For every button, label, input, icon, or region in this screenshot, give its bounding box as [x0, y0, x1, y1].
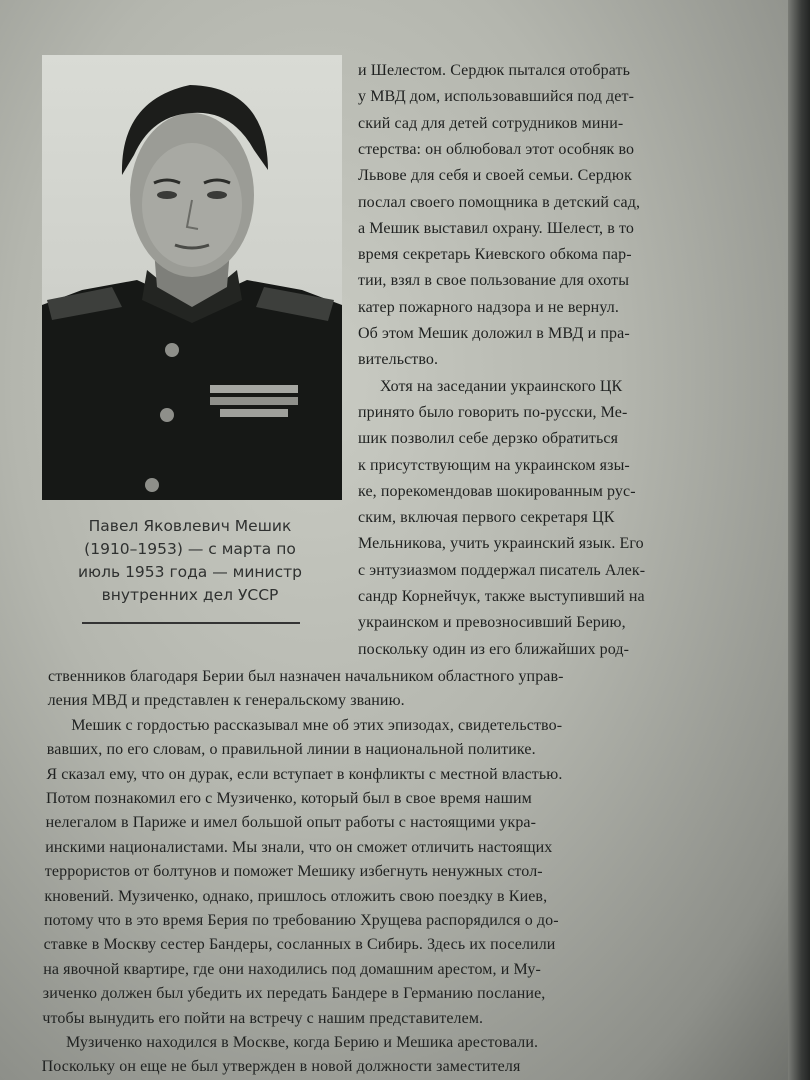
- text-line: ставке в Москву сестер Бандеры, сосланных в Сибирь. Здесь их поселили: [43, 936, 556, 954]
- text-line: ским, включая первого секретаря ЦК: [358, 509, 615, 527]
- text-line: украинском и превозносивший Берию,: [358, 614, 626, 632]
- text-line: с энтузиазмом поддержал писатель Алек-: [358, 561, 646, 579]
- text-line: вительство.: [358, 351, 439, 369]
- text-line: ский сад для детей сотрудников мини-: [358, 114, 624, 132]
- portrait-photo: [42, 55, 342, 500]
- text-line: Мельникова, учить украинский язык. Его: [358, 535, 644, 553]
- text-line: потому что в это время Берия по требованию Хрущева распорядился о до-: [44, 912, 559, 929]
- text-line: Мешик с гордостью рассказывал мне об этих эпизодах, свидетельство-: [71, 716, 563, 734]
- text-line: Поскольку он еще не был утвержден в новой должности заместителя: [41, 1058, 521, 1076]
- text-line: стерства: он облюбовал этот особняк во: [358, 140, 635, 158]
- text-line: Я сказал ему, что он дурак, если вступает в конфликты с местной властью.: [46, 765, 563, 783]
- text-line: Об этом Мешик доложил в МВД и пра-: [358, 325, 630, 342]
- text-line: Музиченко находился в Москве, когда Берию и Мешика арестовали.: [66, 1034, 539, 1051]
- caption-divider: [82, 622, 300, 624]
- text-line: катер пожарного надзора и не вернул.: [358, 298, 619, 316]
- text-line: принято было говорить по-русски, Ме-: [358, 403, 628, 421]
- text-line: у МВД дом, использовавшийся под дет-: [358, 88, 634, 106]
- text-line: зиченко должен был убедить их передать Бандере в Германию послание,: [42, 985, 546, 1003]
- text-line: сандр Корнейчук, также выступивший на: [358, 588, 645, 605]
- text-line: на явочной квартире, где они находились под домашним арестом, и Му-: [43, 960, 541, 978]
- text-line: террористов от болтунов и поможет Мешику избегнуть ненужных стол-: [44, 863, 543, 881]
- text-line: ственников благодаря Берии был назначен начальником областного управ-: [48, 668, 564, 685]
- photo-caption: [55, 515, 325, 607]
- text-line: поскольку один из его ближайших род-: [358, 640, 630, 658]
- text-line: и Шелестом. Сердюк пытался отобрать: [358, 62, 630, 79]
- text-line: тии, взял в свое пользование для охоты: [358, 272, 630, 290]
- text-line: Хотя на заседании украинского ЦК: [380, 377, 623, 395]
- caption-line: июль 1953 года — министр: [77, 563, 303, 581]
- text-line: ке, порекомендовав шокированным рус-: [358, 482, 636, 500]
- text-line: вавших, по его словам, о правильной линии в национальной политике.: [46, 741, 536, 759]
- portrait-image: [42, 55, 342, 500]
- text-line: к присутствующим на украинском язы-: [358, 456, 630, 474]
- page-edge-shadow: [788, 0, 810, 1080]
- text-line: кновений. Музиченко, однако, пришлось отложить свою поездку в Киев,: [44, 887, 548, 905]
- caption-line: (1910–1953) — с марта по: [84, 540, 296, 558]
- text-line: инскими националистами. Мы знали, что он сможет отличить настоящих: [45, 838, 553, 856]
- caption-line: внутренних дел УССР: [101, 586, 279, 604]
- text-line: время секретарь Киевского обкома пар-: [358, 246, 632, 264]
- text-line: а Мешик выставил охрану. Шелест, в то: [358, 219, 634, 237]
- text-line: шик позволил себе дерзко обратиться: [358, 430, 619, 448]
- caption-line: Павел Яковлевич Мешик: [88, 517, 292, 535]
- text-line: Львове для себя и своей семьи. Сердюк: [358, 167, 632, 185]
- text-line: послал своего помощника в детский сад,: [358, 193, 641, 211]
- text-line: чтобы вынудить его пойти на встречу с нашим представителем.: [42, 1009, 484, 1027]
- text-line: нелегалом в Париже и имел большой опыт работы с настоящими укра-: [45, 814, 537, 832]
- text-line: ления МВД и представлен к генеральскому званию.: [47, 692, 405, 710]
- text-line: Потом познакомил его с Музиченко, который был в свое время нашим: [46, 790, 532, 807]
